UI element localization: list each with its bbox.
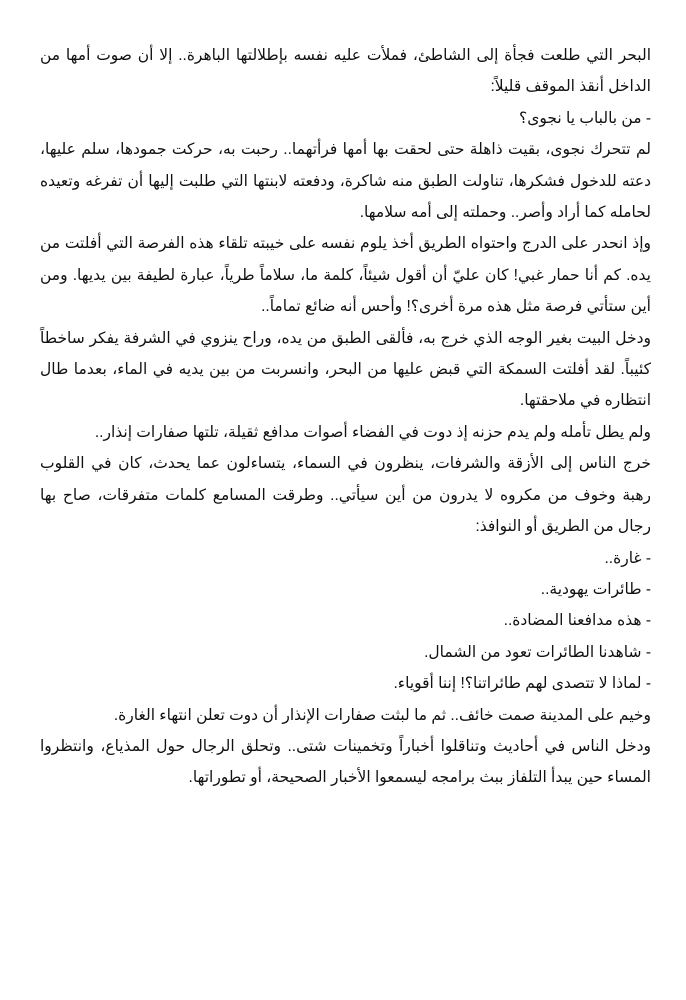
paragraph: وإذ انحدر على الدرج واحتواه الطريق أخذ يلوم نفسه على خيبته تلقاء هذه الفرصة التي أفلتت من يده. كم أنا حمار غبي! كان عليّ أن أقول شيئاً، كلمة ما، سلاماً طرياً، عبارة لطيفة بين يديها. ومن أين ستأتي فرصة مثل هذه مرة أخرى؟! وأحس أنه ضائع تماماً.. — [40, 235, 651, 316]
paragraph: ودخل البيت بغير الوجه الذي خرج به، فألقى الطبق من يده، وراح ينزوي في الشرفة يفكر ساخطاً كئيباً. لقد أفلتت السمكة التي قبض عليها من البحر، وانسربت من بين يديه في الماء، بعدما طال انتظاره في ملاحقتها. — [40, 329, 651, 410]
paragraph: خرج الناس إلى الأزقة والشرفات، ينظرون في السماء، يتساءلون عما يحدث، كان في القلوب رهبة وخوف من مكروه لا يدرون من أين سيأتي.. وطرقت المسامع كلمات متفرقات، صاح بها رجال من الطريق أو النوافذ: — [40, 455, 651, 536]
dialogue-line: - لماذا لا تتصدى لهم طائراتنا؟! إننا أقوياء. — [393, 675, 651, 693]
dialogue-line: - شاهدنا الطائرات تعود من الشمال. — [424, 643, 651, 661]
paragraph: ودخل الناس في أحاديث وتناقلوا أخباراً وتخمينات شتى.. وتحلق الرجال حول المذياع، وانتظروا المساء حين يبدأ التلفاز ببث برامجه ليسمعوا الأخبار الصحيحة، أو تطوراتها. — [40, 737, 651, 787]
paragraph: وخيم على المدينة صمت خائف.. ثم ما لبثت صفارات الإنذار أن دوت تعلن انتهاء الغارة. — [113, 706, 651, 724]
dialogue-line: - من بالباب يا نجوى؟ — [519, 109, 651, 127]
paragraph: البحر التي طلعت فجأة إلى الشاطئ، فملأت عليه نفسه بإطلالتها الباهرة.. إلا أن صوت أمها من الداخل أنقذ الموقف قليلاً: — [40, 47, 652, 96]
paragraph: لم تتحرك نجوى، بقيت ذاهلة حتى لحقت بها أمها فرأتهما.. رحبت به، حركت جمودها، سلم عليها، دعته للدخول فشكرها، تناولت الطبق منه شاكرة، ودفعته لابنتها التي طلبت إليها أن تفرغه وتعيده لحامله كما أراد وأصر.. وحملته إلى أمه سلامها. — [40, 141, 651, 222]
paragraph: ولم يطل تأمله ولم يدم حزنه إذ دوت في الفضاء أصوات مدافع ثقيلة، تلتها صفارات إنذار.. — [94, 423, 651, 441]
dialogue-line: - هذه مدافعنا المضادة.. — [503, 612, 651, 630]
dialogue-line: - طائرات يهودية.. — [540, 580, 651, 598]
dialogue-line: - غارة.. — [604, 549, 651, 567]
